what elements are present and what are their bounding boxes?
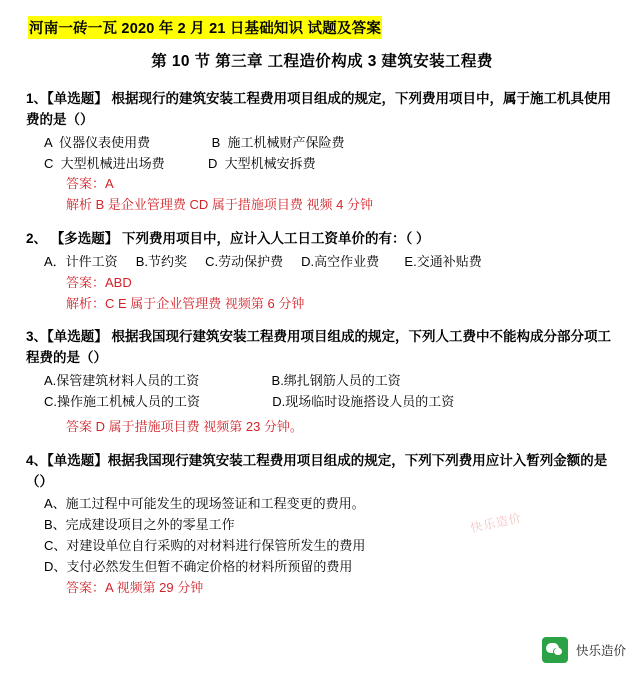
question-block [26,451,618,599]
option-row: A.保管建筑材料人员的工资 B.绑扎钢筋人员的工资 [44,373,401,389]
question-block [26,89,618,216]
option-row: D、支付必然发生但暂不确定价格的材料所预留的费用 [44,558,353,574]
question-options [44,133,618,175]
questions-container [26,89,618,598]
question-stem: 4、【单选题】根据我国现行建筑安装工程费用项目组成的规定，下列下列费用应计入暂列金额的是（） [26,452,608,489]
option-row: A、施工过程中可能发生的现场签证和工程变更的费用。 [44,496,365,512]
account-name: 快乐造价 [575,644,626,658]
answer-line: 答案：ABD [66,274,132,290]
header-highlight-line [0,0,644,39]
watermark: 快乐造价 [469,510,524,536]
question-block [26,327,618,437]
question-options [44,494,618,577]
option-row: C 大型机械进出场费 D 大型机械安拆费 [44,155,316,171]
question-options [44,371,618,413]
analysis-line: 解析：C E 属于企业管理费 视频第 6 分钟 [66,295,305,311]
question-block [26,229,618,314]
wechat-logo-icon [542,637,568,663]
answer-line: 答案：A 视频第 29 分钟 [66,579,204,595]
footer-account [542,637,626,663]
option-row: A．计件工资 B.节约奖 C.劳动保护费 D.高空作业费 E.交通补贴费 [44,253,482,269]
page-title: 第 10 节 第三章 工程造价构成 3 建筑安装工程费 [151,53,493,70]
question-options [44,252,618,273]
option-row: C、对建设单位自行采购的对材料进行保管所发生的费用 [44,538,366,554]
header-highlight-text: 河南一砖一瓦 2020 年 2 月 21 日基础知识 试题及答案 [28,16,382,39]
question-stem: 1、【单选题】 根据现行的建筑安装工程费用项目组成的规定，下列费用项目中，属于施工机具使用费的是（） [26,91,612,127]
option-row: A 仪器仪表使用费 B 施工机械财产保险费 [44,134,345,150]
answer-line: 答案 D 属于措施项目费 视频第 23 分钟。 [66,418,303,434]
analysis-line: 解析 B 是企业管理费 CD 属于措施项目费 视频 4 分钟 [66,197,373,213]
option-row: B、完成建设项目之外的零星工作 [44,517,235,533]
question-stem: 2、 【多选题】 下列费用项目中，应计入人工日工资单价的有：（ ） [26,231,430,247]
question-stem: 3、【单选题】 根据我国现行建筑安装工程费用项目组成的规定，下列人工费中不能构成分部分项工程费的是（） [26,329,612,366]
answer-line: 答案：A [66,176,114,192]
option-row: C.操作施工机械人员的工资 D.现场临时设施搭设人员的工资 [44,393,455,409]
